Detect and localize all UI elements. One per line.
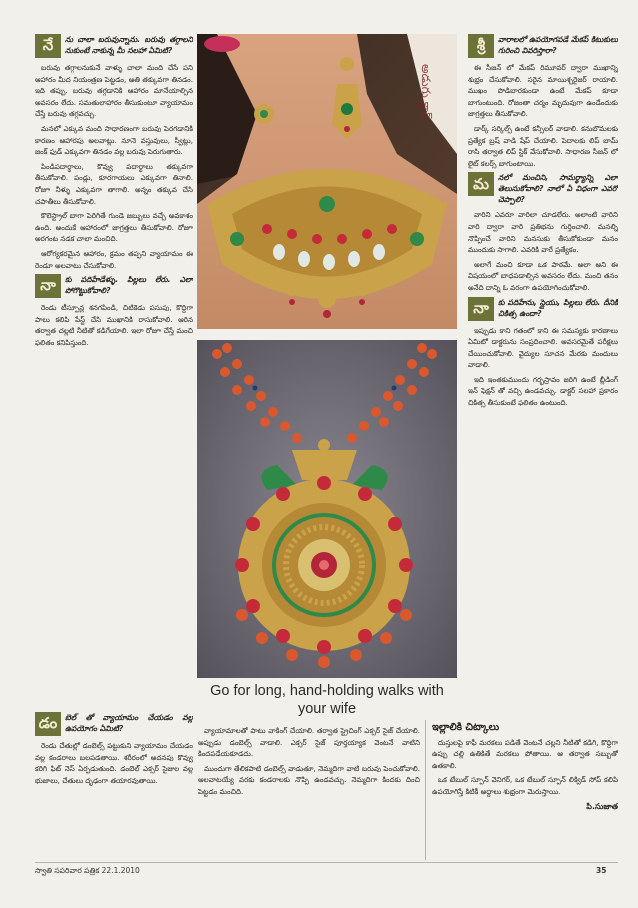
question-block xyxy=(35,34,193,58)
necklace-model-photo xyxy=(197,34,457,329)
answer-paragraph: బరువు తగ్గాలనుకునే వాళ్ళు చాలా మంది చేసే పని ఆహారం మీద నియంత్రణ పెట్టడం, అతి తక్కువగా తినడం. ఇది తప్పు. బరువు తగ్గడానికి ఆహారం మానేయాల్సిన అవసరం లేదు. సమతులాహారం తీసుకుంటూ వ్యాయామం చేస్తే బరువు తగ్గవచ్చు. xyxy=(35,63,193,119)
photo-credit-stamp: అడుగు క్లాస్ xyxy=(419,64,433,121)
question-initial-badge: నా xyxy=(35,274,61,298)
answer-paragraph: అలాగే మంచి కూడా ఒక పాఠమే. అలా అని ఈ విషయంలో బాధపడాల్సిన అవసరం లేదు. మంచి తనం అనేది దాన్ని ఓ వరంగా ఉపయోగించుకోవాలి. xyxy=(468,259,618,292)
right-column xyxy=(468,34,618,714)
household-tips-box xyxy=(432,722,618,862)
question-text: బెల్ తో వ్యాయామం చేయడం వల్ల ఉపయోగం ఏమిటి? xyxy=(65,713,193,733)
tips-divider xyxy=(425,720,426,860)
question-initial-badge: శ్రీ xyxy=(468,34,494,58)
left-column xyxy=(35,34,193,714)
answer-paragraph: ఈ సీజన్ లో మేకప్ రిమూవర్ ద్వారా ముఖాన్ని శుభ్రం చేసుకోవాలి. సరైన మాయిశ్చరైజర్ రాయాలి. ముఖం పొడిబారకుండా ఉంటే మేకప్ కూడా బాగుంటుంది. రోజంతా చర్మం మృదువుగా ఉండేందుకు జాగ్రత్తలు తీసుకోవాలి. xyxy=(468,63,618,119)
question-block xyxy=(35,712,193,736)
pendant-illustration xyxy=(197,340,457,678)
middle-bottom-column xyxy=(198,725,420,860)
question-block xyxy=(468,172,618,205)
page-number: 35 xyxy=(596,866,607,875)
tip-paragraph: ఒక టేబుల్ స్పూన్ వెనిగర్, ఒక టేబుల్ స్పూన్ లిక్విడ్ సోప్ కలిపి ఉపయోగిస్తే కిటికీ అద్దాలు శుభ్రంగా మెరుస్తాయి. xyxy=(432,775,618,796)
tips-heading: ఇల్లాలికి చిట్కాలు xyxy=(432,722,500,733)
answer-paragraph: ఆరోగ్యకరమైన ఆహారం, క్రమం తప్పని వ్యాయామం ఈ రెండూ అలవాటు చేసుకోవాలి. xyxy=(35,248,193,270)
question-text: కు పదిహేను, స్లైయు, పిల్లలు లేరు. దీనికి చికిత్స ఉందా? xyxy=(498,297,618,318)
answer-paragraph: డార్క్ సర్కిల్స్ ఉంటే కన్సీలర్ వాడాలి. కనుబొమలకు ప్రత్యేక బ్రష్ వాడి షేప్ చేయాలి. పెదాలకు లిప్ బామ్ రాసి తర్వాత లిప్ స్టిక్ వేసుకోవాలి. సాధారణ సీజన్ లో లైట్ కలర్స్ బాగుంటాయి. xyxy=(468,123,618,168)
answer-paragraph: ఇప్పుడు కాని గతంలో కాని ఈ సమస్యకు కారణాలు ఏమిటో డాక్టరును సంప్రదించాలి. అవసరమైతే పరీక్షలు చేయించుకోవాలి. వైద్యుల సూచన మేరకు మందులు వాడాలి. xyxy=(468,325,618,370)
answer-paragraph: వ్యాయామాలతో పాటు వాకింగ్ చేయాలి. తర్వాత స్ట్రెచింగ్ ఎక్సర్ సైజ్ చేయాలి. అప్పుడు డంబెల్స్ వాడాలి. ఎక్సర్ సైజ్ పూర్తయ్యాక వెంటనే వాటిని కిందపడేయకూడదు. xyxy=(198,726,420,759)
answer-paragraph: ముందుగా తేలికపాటి డంబెల్స్ వాడుతూ, నెమ్మదిగా వాటి బరువు పెంచుకోవాలి. అలవాటయ్యే వరకు కండరాలకు నొప్పి ఉండవచ్చు. నెమ్మదిగా కిందకు దించి పెట్టడం మంచిది. xyxy=(198,763,420,796)
issue-date: స్వాతి సపరివార పత్రిక 22.1.2010 xyxy=(35,866,140,875)
necklace-model-illustration xyxy=(197,34,457,329)
question-initial-badge: నా xyxy=(468,297,494,321)
question-initial-badge: మ xyxy=(468,172,494,196)
answer-paragraph: రెండు టీస్పూన్ల శనగపిండి, చిటికెడు పసుపు, కొద్దిగా పాలు కలిపి పేస్ట్ చేసి ముఖానికి రాసుకోవాలి. ఆరిన తర్వాత చల్లటి నీటితో కడిగేయాలి. ఇలా రోజూ చేస్తే మంచి ఫలితం కనిపిస్తుంది. xyxy=(35,303,193,347)
answer-paragraph: కొలెస్ట్రాల్ బాగా పెరిగితే గుండె జబ్బులు వచ్చే అవకాశం ఉంది. అందుకే ఆహారంలో జాగ్రత్తలు తీసుకోవాలి. రోజూ అరగంట నడక చాలా మంచిది. xyxy=(35,211,193,244)
question-block xyxy=(35,274,193,298)
question-block xyxy=(468,297,618,321)
author-signature: పి.సుజాత xyxy=(586,801,618,811)
question-text: కు పదిహేడేళ్ళు. పిల్లలు లేరు. ఎలా పోగొట్టుకోవాలి? xyxy=(65,275,193,296)
question-initial-badge: డం xyxy=(35,712,61,736)
question-text: ను చాలా బరువున్నాను. బరువు తగ్గాలని నుకుంటే నాకున్న మీ సలహా ఏమిటి? xyxy=(65,35,193,55)
question-text: వారాలలో ఉపయోగపడే మేకప్ కిటుకులు గురించి వివరిస్తారా? xyxy=(498,35,618,55)
answer-paragraph: రెండు చేతుల్లో డంబెల్స్ పట్టుకుని వ్యాయామం చేయడం వల్ల కండరాలు బలపడతాయి. శరీరంలో అదనపు కొవ్వు కరిగి ఫిట్ నెస్ ఏర్పడుతుంది. డంబెల్ ఎక్సర్ సైజుల వల్ల భుజాలు, చేతులు దృఢంగా తయారవుతాయి. xyxy=(35,741,193,785)
answer-paragraph: మనలో ఎక్కువ మంది సాధారణంగా బరువు పెరగడానికి కారణం ఆహారపు అలవాట్లు. నూనె వస్తువులు, స్వీట్లు, జంక్ ఫుడ్ ఎక్కువగా తినడం వల్ల బరువు పెరుగుతారు. xyxy=(35,123,193,157)
pendant-necklace-photo xyxy=(197,340,457,678)
answer-paragraph: ఇది ఇంతకుముందు గర్భస్రావం జరిగి ఉంటే బ్లీడింగ్ ఇన్ ఫెక్షన్ తో వచ్చి ఉండవచ్చు. డాక్టర్ సలహా ప్రకారం చికిత్స తీసుకుంటే ఫలితం ఉంటుంది. xyxy=(468,374,618,408)
left-bottom-column xyxy=(35,712,193,862)
answer-paragraph: వారిని ఎవరూ వారిలా చూడలేరు. అలాంటి వారిని వారి ద్వారా వారి ప్రతిభను గుర్తించాలి. మనల్ని నొప్పించే వారిని మనసుకు తీసుకోకుండా మనం ముందుకు సాగాలి. ఎవరికి వారే ప్రత్యేకం. xyxy=(468,210,618,255)
question-initial-badge: నే xyxy=(35,34,61,58)
footer-rule xyxy=(35,862,618,863)
question-text: నలో మంచిని, సామర్థ్యాన్ని ఎలా తెలుసుకోవాలి? నాలో ఏ విధంగా ఎవరో చెప్పాలి? xyxy=(498,173,618,205)
question-block xyxy=(468,34,618,58)
photo-caption: Go for long, hand-holding walks with your wife xyxy=(210,683,444,717)
tip-paragraph: దుస్తులపై కాఫీ మరకలు పడితే వెంటనే చల్లని నీటితో కడిగి, కొద్దిగా ఉప్పు చల్లి ఉతికితే మరకలు పోతాయి. ఆ తర్వాత సబ్బుతో ఉతకాలి. xyxy=(432,737,618,770)
answer-paragraph: పిండిపదార్థాలు, కొవ్వు పదార్థాలు తక్కువగా తీసుకోవాలి. పండ్లు, కూరగాయలు ఎక్కువగా తినాలి. రోజూ నీళ్ళు ఎక్కువగా తాగాలి. అన్నం తక్కువ చేసి చపాతీలు తీసుకోవాలి. xyxy=(35,161,193,206)
